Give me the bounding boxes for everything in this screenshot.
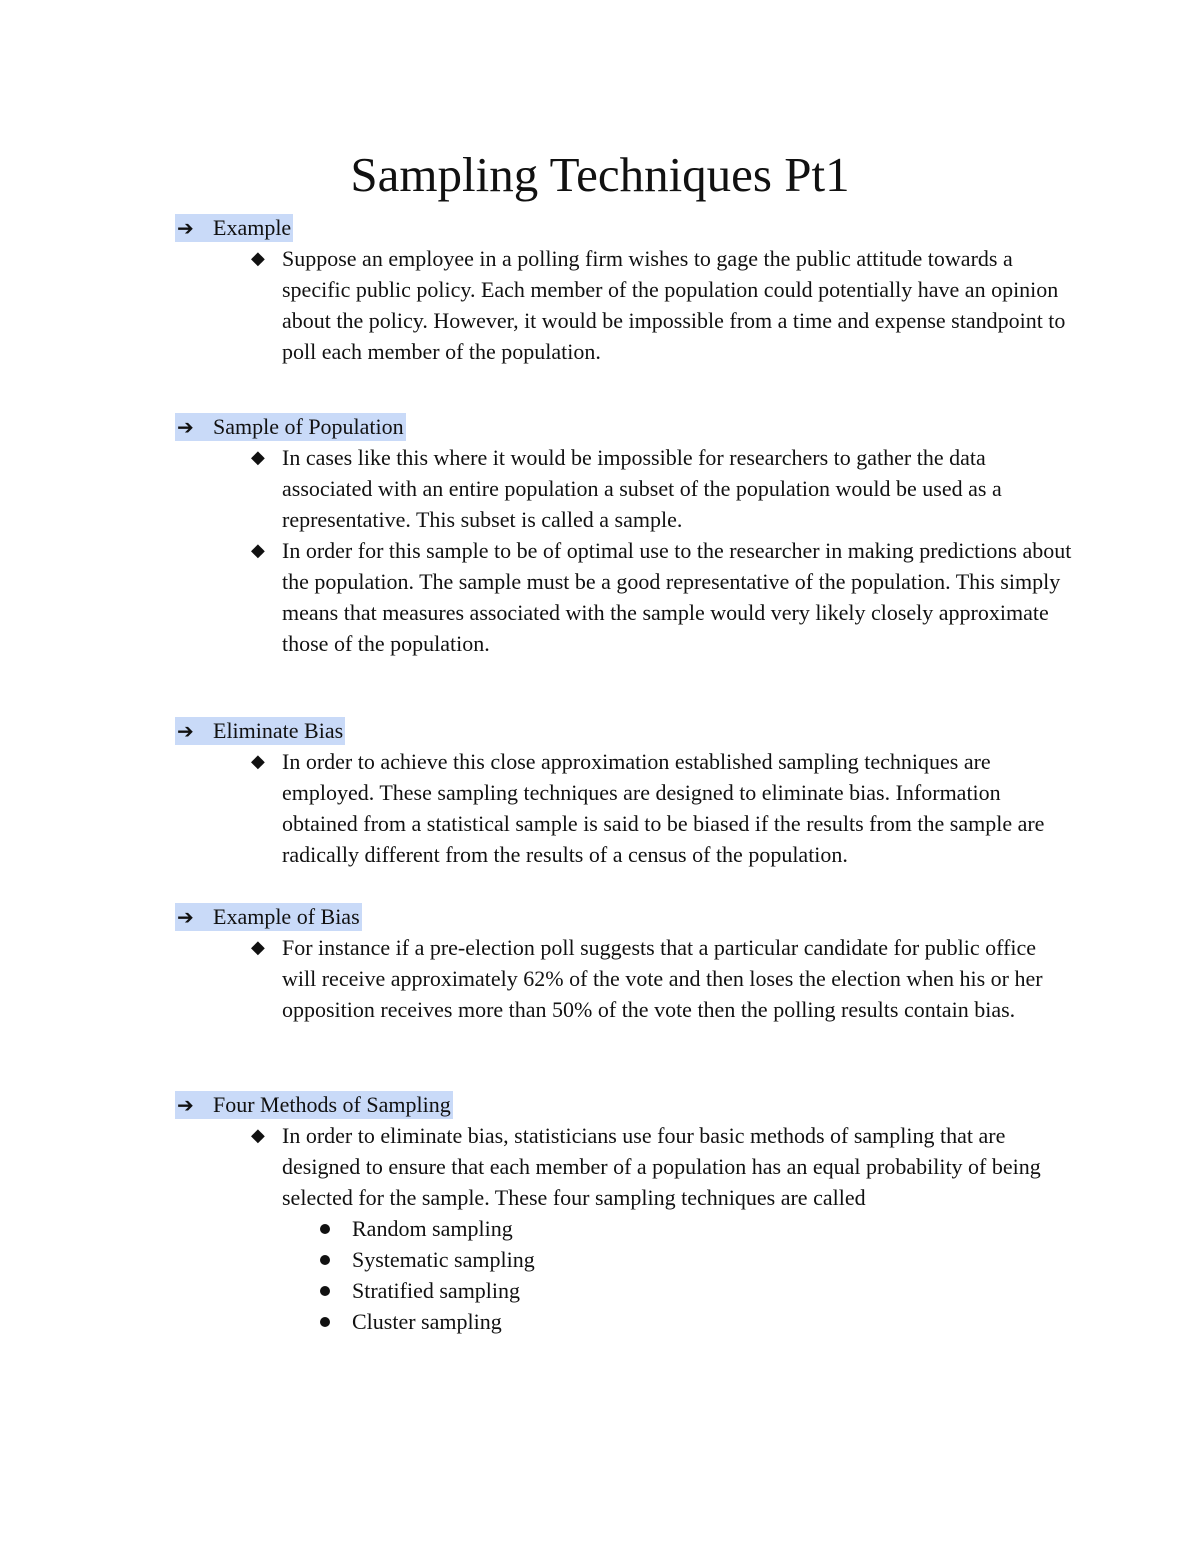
dot-bullet-icon <box>320 1255 330 1265</box>
bullet-item <box>175 243 1075 367</box>
heading-text: Example of Bias <box>213 904 360 929</box>
arrow-icon: ➔ <box>177 1093 194 1117</box>
arrow-icon: ➔ <box>177 905 194 929</box>
heading-highlight <box>175 413 406 441</box>
section-four-methods <box>175 1089 1075 1337</box>
bullet-text: Suppose an employee in a polling firm wishes to gage the public attitude towards a specific public policy. Each member of the population could potentially have an opinion about the policy. However, it would be impossible from a time and expense standpoint to poll each member of the population. <box>282 246 1066 364</box>
heading-highlight <box>175 903 362 931</box>
arrow-icon: ➔ <box>177 719 194 743</box>
section-heading <box>175 212 1075 243</box>
heading-text: Eliminate Bias <box>213 718 344 743</box>
section-heading <box>175 1089 1075 1120</box>
bullet-item <box>175 442 1075 535</box>
section-example-of-bias <box>175 901 1075 1025</box>
dot-bullet-icon <box>320 1286 330 1296</box>
arrow-icon: ➔ <box>177 216 194 240</box>
diamond-bullet-icon: ◆ <box>251 447 265 468</box>
list-item-text: Systematic sampling <box>352 1247 535 1272</box>
bullet-item <box>175 535 1075 659</box>
list-item <box>175 1306 1075 1337</box>
list-item-text: Random sampling <box>352 1216 513 1241</box>
list-item <box>175 1213 1075 1244</box>
bullet-text: In order for this sample to be of optimal use to the researcher in making predictions about the population. The sample must be a good representative of the population. This simply means that measures associated with the sample would very likely closely approximate those of the population. <box>282 538 1072 656</box>
heading-highlight <box>175 1091 453 1119</box>
sampling-methods-list <box>175 1213 1075 1337</box>
dot-bullet-icon <box>320 1224 330 1234</box>
list-item-text: Cluster sampling <box>352 1309 502 1334</box>
diamond-bullet-icon: ◆ <box>251 1125 265 1146</box>
section-example <box>175 212 1075 367</box>
bullet-text: In order to eliminate bias, statisticians use four basic methods of sampling that are designed to ensure that each member of a population has an equal probability of being selected for the sample. These four sampling techniques are called <box>282 1123 1041 1210</box>
list-item <box>175 1244 1075 1275</box>
heading-text: Example <box>213 215 292 240</box>
bullet-item <box>175 746 1075 870</box>
list-item <box>175 1275 1075 1306</box>
diamond-bullet-icon: ◆ <box>251 937 265 958</box>
heading-text: Sample of Population <box>213 414 404 439</box>
page-title: Sampling Techniques Pt1 <box>350 147 850 202</box>
section-heading <box>175 901 1075 932</box>
section-heading <box>175 411 1075 442</box>
bullet-text: In cases like this where it would be impossible for researchers to gather the data associated with an entire population a subset of the population would be used as a representative. This subset is called a sample. <box>282 445 1002 532</box>
bullet-text: For instance if a pre-election poll suggests that a particular candidate for public office will receive approximately 62% of the vote and then loses the election when his or her opposition receives more than 50% of the vote then the polling results contain bias. <box>282 935 1043 1022</box>
section-heading <box>175 715 1075 746</box>
diamond-bullet-icon: ◆ <box>251 751 265 772</box>
arrow-icon: ➔ <box>177 415 194 439</box>
list-item-text: Stratified sampling <box>352 1278 521 1303</box>
diamond-bullet-icon: ◆ <box>251 248 265 269</box>
dot-bullet-icon <box>320 1317 330 1327</box>
heading-highlight <box>175 214 293 242</box>
bullet-text: In order to achieve this close approximation established sampling techniques are employed. These sampling techniques are designed to eliminate bias. Information obtained from a statistical sample is said to be biased if the results from the sample are radically different from the results of a census of the population. <box>282 749 1045 867</box>
heading-highlight <box>175 717 345 745</box>
section-sample-of-population <box>175 411 1075 659</box>
heading-text: Four Methods of Sampling <box>213 1092 451 1117</box>
bullet-item <box>175 932 1075 1025</box>
section-eliminate-bias <box>175 715 1075 870</box>
bullet-item <box>175 1120 1075 1213</box>
diamond-bullet-icon: ◆ <box>251 540 265 561</box>
